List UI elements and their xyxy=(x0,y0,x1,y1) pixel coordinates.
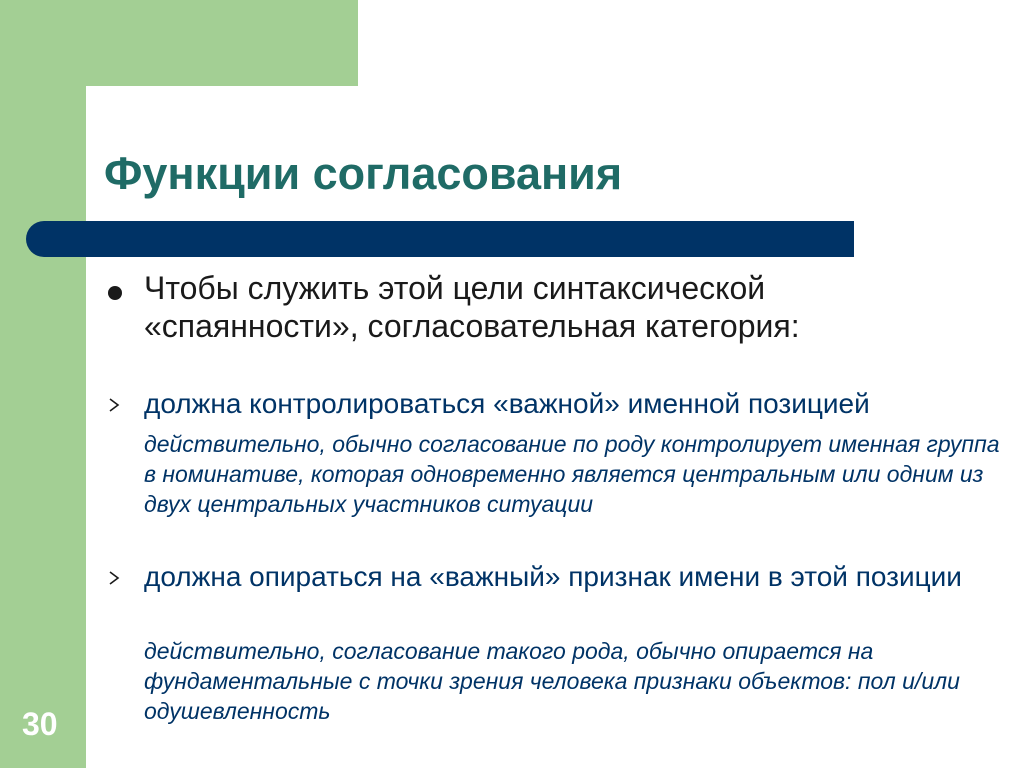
chevron-arrow-icon xyxy=(106,397,122,413)
subitem-note: действительно, согласование такого рода, обычно опирается на фундаментальные с точки зрения человека признаки объектов: пол и/или одушевленность xyxy=(144,638,960,724)
slide-number: 30 xyxy=(22,706,58,742)
subitem-text: должна опираться на «важный» признак имени в этой позиции xyxy=(144,561,962,592)
slide-title: Функции согласования xyxy=(104,148,623,199)
bullet-text: Чтобы служить этой цели синтаксической «спаянности», согласовательная категория: xyxy=(144,270,800,344)
subitem-note: действительно, обычно согласование по роду контролирует именная группа в номинативе, которая одновременно является центральным или одним из двух центральных участников ситуации xyxy=(144,431,1000,517)
bullet-dot-icon xyxy=(108,286,122,300)
chevron-arrow-icon xyxy=(106,570,122,586)
green-top-band xyxy=(0,0,358,86)
subitem-text: должна контролироваться «важной» именной позицией xyxy=(144,388,870,419)
green-side-band xyxy=(0,0,86,768)
title-underline-bar xyxy=(26,221,854,257)
